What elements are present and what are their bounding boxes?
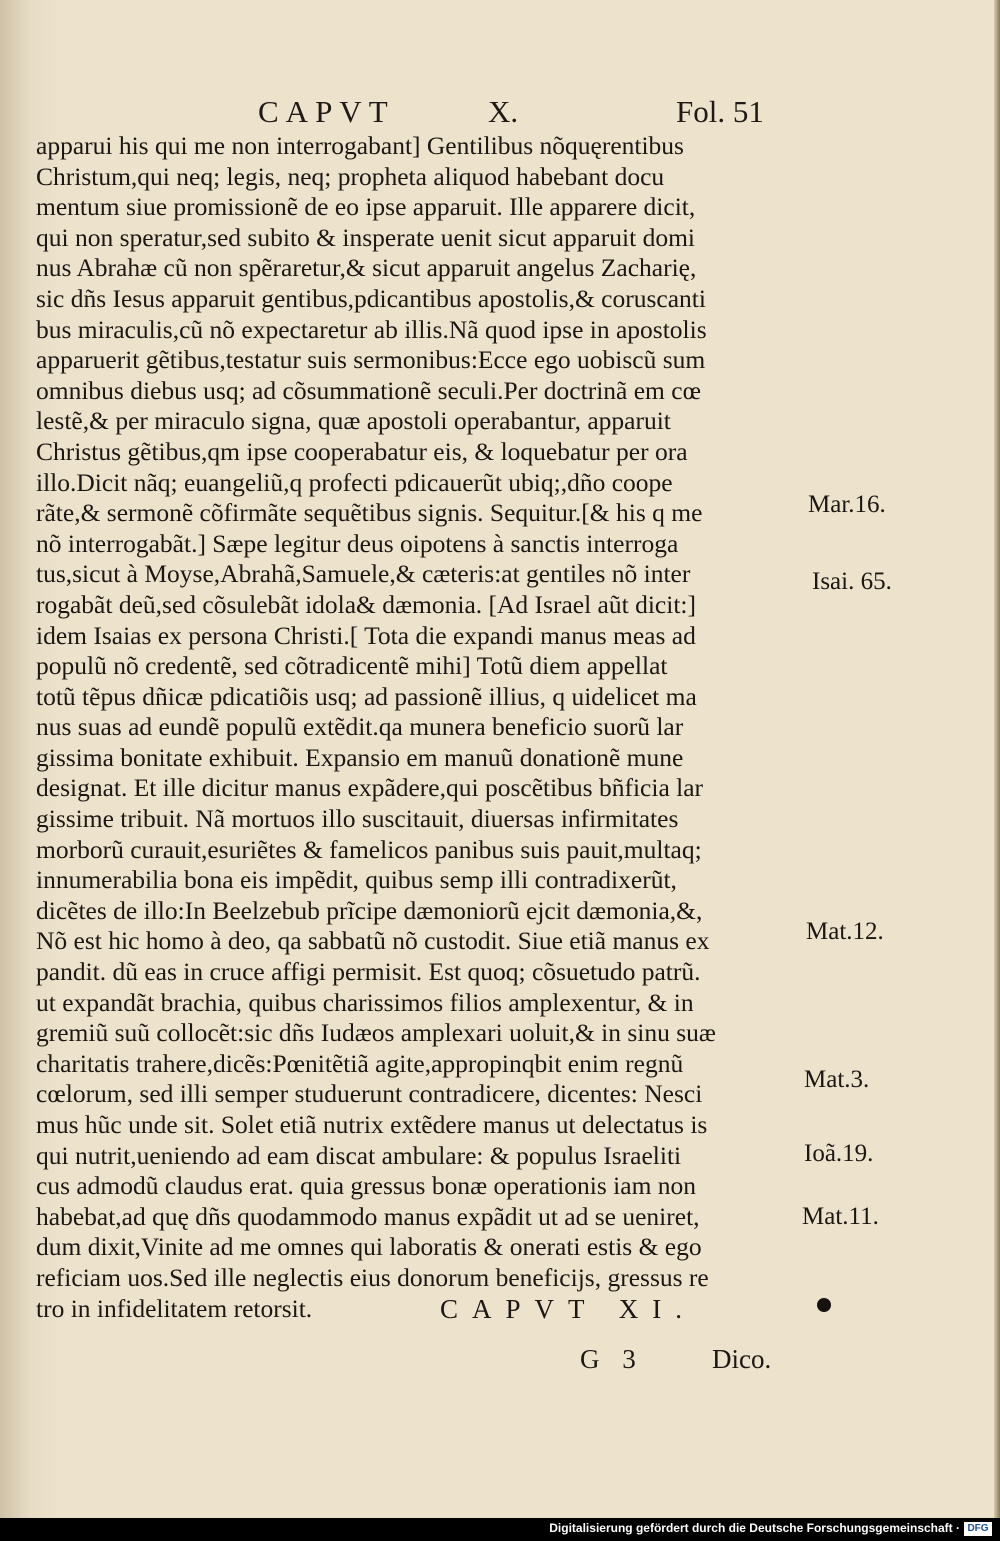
text-line: sic dñs Iesus apparuit gentibus,pdicantibus apostolis,& coruscanti [36, 283, 706, 313]
chapter-heading: CAPVT XI. [440, 1293, 697, 1324]
text-line: mentum siue promissionẽ de eo ipse apparuit. Ille apparere dicit, [36, 192, 696, 222]
text-line: Christum,qui neq; legis, neq; propheta aliquod habebant docu [36, 161, 665, 191]
running-head-caput: CAPVT [258, 94, 395, 129]
page-edge [994, 0, 1000, 1518]
text-line: nus Abrahæ cũ non spẽraretur,& sicut apparuit angelus Zacharię, [36, 253, 697, 283]
text-line: cœlorum, sed illi semper studuerunt contradicere, dicentes: Nesci [36, 1079, 703, 1109]
text-line-last-content: tro in infidelitatem retorsit. [36, 1293, 313, 1323]
text-line: mus hũc unde sit. Solet etiã nutrix extẽdere manus ut delectatus is [36, 1110, 708, 1139]
text-line: morborũ curauit,esuriẽtes & famelicos panibus suis pauit,multaq; [36, 834, 702, 864]
text-line: qui nutrit,ueniendo ad eam discat ambulare: & populus Israeliti [36, 1140, 682, 1170]
text-line: qui non speratur,sed subito & insperate uenit sicut apparuit domi [36, 222, 696, 252]
text-line: gissime tribuit. Nã mortuos illo suscitauit, diuersas infirmitates [36, 804, 679, 834]
body-text [36, 131, 806, 1324]
text-line: habebat,ad quę dñs quodammodo manus expãdit ut ad se ueniret, [36, 1201, 700, 1231]
text-line: nõ interrogabãt.] Sæpe legitur deus oipotens à sanctis interroga [36, 528, 679, 558]
marginal-note: Mat.11. [802, 1203, 879, 1230]
running-head-chapter: X. [488, 94, 519, 129]
text-line: designat. Et ille dicitur manus expãdere,qui poscẽtibus bñficia lar [36, 773, 704, 803]
catchword: Dico. [712, 1344, 772, 1374]
text-line: dicẽtes de illo:In Beelzebub prĩcipe dæmoniorũ ejcit dæmonia,&, [36, 895, 703, 925]
text-line: charitatis trahere,dicẽs:Pœnitẽtiã agite,appropinqbit enim regnũ [36, 1048, 684, 1078]
text-line: dum dixit,Vinite ad me omnes qui laboratis & onerati estis & ego [36, 1232, 702, 1262]
signature-mark: G 3 [580, 1344, 644, 1374]
text-line: apparui his qui me non interrogabant] Gentilibus nõquęrentibus [36, 131, 684, 160]
footer-bar [0, 1518, 1000, 1541]
text-line: bus miraculis,cũ nõ expectaretur ab illis.Nã quod ipse in apostolis [36, 314, 707, 344]
text-line: lestẽ,& per miraculo signa, quæ apostoli operabantur, apparuit [36, 406, 671, 436]
funding-notice: Digitalisierung gefördert durch die Deutsche Forschungsgemeinschaft · [549, 1521, 960, 1535]
text-line: gissima bonitate exhibuit. Expansio em manuũ donationẽ mune [36, 742, 684, 772]
marginal-note: Mat.3. [804, 1066, 870, 1093]
folio-number: Fol. 51 [676, 94, 764, 129]
text-line: apparuerit gẽtibus,testatur suis sermonibus:Ecce ego uobiscũ sum [36, 345, 706, 375]
text-line: totũ tẽpus dñicæ pdicatiõis usq; ad passionẽ illius, q uidelicet ma [36, 681, 697, 711]
text-line: omnibus diebus usq; ad cõsummationẽ seculi.Per doctrinã em cœ [36, 375, 701, 405]
marginal-note: Mar.16. [808, 491, 886, 518]
text-line: innumerabilia bona eis impẽdit, quibus semp illi contradixerũt, [36, 865, 677, 895]
text-line: pandit. dũ eas in cruce affigi permisit. Est quoq; cõsuetudo patrũ. [36, 957, 701, 987]
text-line: Christus gẽtibus,qm ipse cooperabatur eis, & loquebatur per ora [36, 436, 688, 466]
text-line: Nõ est hic homo à deo, qa sabbatũ nõ custodit. Siue etiã manus ex [36, 926, 710, 956]
marginal-note: Ioã.19. [804, 1140, 874, 1167]
text-line: idem Isaias ex persona Christi.[ Tota die expandi manus meas ad [36, 620, 696, 650]
text-line: rãte,& sermonẽ cõfirmãte sequẽtibus signis. Sequitur.[& his q me [36, 498, 703, 528]
text-line: illo.Dicit nãq; euangeliũ,q profecti pdicauerũt ubiq;,dño coope [36, 467, 673, 497]
signature-line [0, 1344, 1000, 1376]
text-line: tus,sicut à Moyse,Abrahã,Samuele,& cæteris:at gentiles nõ inter [36, 559, 691, 589]
text-line: rogabãt deũ,sed cõsulebãt idola& dæmonia. [Ad Israel aũt dicit:] [36, 589, 696, 619]
marginal-note: Mat.12. [806, 918, 884, 945]
text-line: reficiam uos.Sed ille neglectis eius donorum beneficijs, gressus re [36, 1262, 709, 1292]
text-line: cus admodũ claudus erat. quia gressus bonæ operationis iam non [36, 1171, 697, 1201]
text-line: ut expandãt brachia, quibus charissimos filios amplexentur, & in [36, 987, 694, 1017]
text-line-last [36, 1294, 806, 1325]
text-line: nus suas ad eundẽ populũ extẽdit.qa munera beneficio suorũ lar [36, 712, 684, 742]
marginal-note: Isai. 65. [812, 568, 892, 595]
ink-dot [817, 1298, 831, 1312]
running-head [0, 94, 1000, 134]
text-line: gremiũ suũ collocẽt:sic dñs Iudæos amplexari uoluit,& in sinu suæ [36, 1018, 716, 1048]
dfg-logo-icon: DFG [964, 1522, 992, 1536]
text-line: populũ nõ credentẽ, sed cõtradicentẽ mihi] Totũ diem appellat [36, 651, 668, 681]
